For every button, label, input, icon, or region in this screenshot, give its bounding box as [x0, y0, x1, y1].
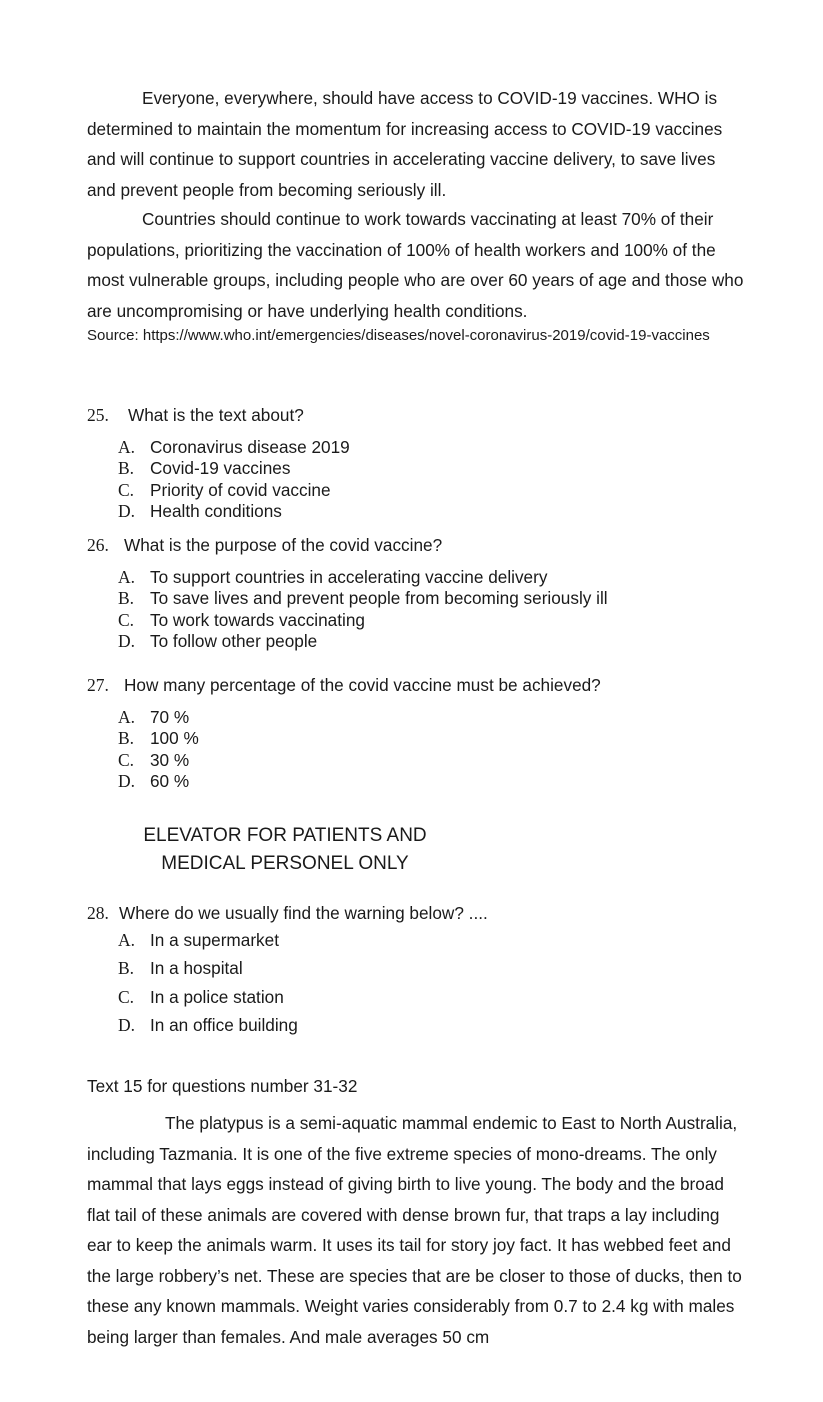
option-c[interactable]: [118, 480, 350, 501]
option-text: To support countries in accelerating vaccine delivery: [150, 567, 548, 587]
option-c[interactable]: [118, 750, 199, 771]
option-b[interactable]: [118, 954, 298, 982]
option-b[interactable]: [118, 458, 350, 479]
option-text: Priority of covid vaccine: [150, 479, 331, 500]
option-text: To save lives and prevent people from becoming seriously ill: [150, 588, 608, 609]
option-a[interactable]: [118, 567, 608, 588]
option-d[interactable]: [118, 631, 608, 652]
option-letter: A.: [118, 707, 136, 727]
warning-sign-line-1: ELEVATOR FOR PATIENTS AND: [143, 825, 427, 846]
warning-sign: [130, 822, 440, 877]
option-letter: D.: [118, 500, 136, 521]
option-b[interactable]: [118, 728, 199, 749]
option-letter: B.: [118, 728, 135, 749]
text-15-heading: Text 15 for questions number 31-32: [87, 1076, 358, 1096]
question-25: [87, 404, 304, 426]
question-27: [87, 674, 601, 696]
option-a[interactable]: [118, 437, 350, 458]
option-text: To follow other people: [150, 630, 318, 651]
option-text: In a police station: [150, 986, 284, 1007]
option-letter: C.: [118, 986, 135, 1007]
question-number: 26.: [87, 535, 109, 555]
reading-paragraph-2: Countries should continue to work towards vaccinating at least 70% of their populations, prioritizing the vaccination of 100% of health workers and 100% of the most vulnerable groups, including people who are over 60 years of age and those who are uncompromising or have underlying health conditions.: [87, 209, 744, 321]
question-text: What is the text about?: [128, 405, 304, 425]
option-letter: A.: [118, 930, 136, 950]
option-b[interactable]: [118, 588, 608, 609]
option-text: 30 %: [150, 749, 190, 770]
option-letter: A.: [118, 437, 136, 457]
question-26-options: [118, 567, 608, 652]
option-d[interactable]: [118, 1011, 298, 1039]
question-28-options: [118, 926, 298, 1039]
option-letter: C.: [118, 749, 135, 770]
option-text: 70 %: [150, 707, 190, 727]
option-text: In a supermarket: [150, 930, 279, 950]
option-a[interactable]: [118, 707, 199, 728]
option-letter: B.: [118, 458, 135, 479]
option-d[interactable]: [118, 771, 199, 792]
option-letter: C.: [118, 479, 135, 500]
option-text: In an office building: [150, 1014, 298, 1035]
question-text: How many percentage of the covid vaccine must be achieved?: [124, 675, 601, 695]
option-c[interactable]: [118, 610, 608, 631]
option-text: Health conditions: [150, 500, 282, 521]
question-26: [87, 534, 442, 556]
option-letter: A.: [118, 567, 136, 587]
option-letter: C.: [118, 609, 135, 630]
option-c[interactable]: [118, 983, 298, 1011]
question-27-options: [118, 707, 199, 792]
option-letter: D.: [118, 770, 136, 791]
question-number: 27.: [87, 675, 109, 695]
reading-paragraph-1: Everyone, everywhere, should have access to COVID-19 vaccines. WHO is determined to maintain the momentum for increasing access to COVID-19 vaccines and will continue to support countries in accelerating vaccine delivery, to save lives and prevent people from becoming seriously ill.: [87, 88, 723, 200]
option-text: Coronavirus disease 2019: [150, 437, 350, 457]
question-text: What is the purpose of the covid vaccine?: [124, 535, 443, 555]
option-d[interactable]: [118, 501, 350, 522]
question-25-options: [118, 437, 350, 522]
question-number: 25.: [87, 405, 109, 425]
question-text: Where do we usually find the warning below? ....: [119, 903, 488, 923]
option-text: 100 %: [150, 728, 199, 749]
option-letter: B.: [118, 958, 135, 979]
option-text: In a hospital: [150, 958, 243, 979]
option-letter: B.: [118, 588, 135, 609]
option-letter: D.: [118, 1014, 136, 1035]
option-text: 60 %: [150, 770, 190, 791]
option-text: To work towards vaccinating: [150, 609, 365, 630]
text-15-paragraph: The platypus is a semi-aquatic mammal endemic to East to North Australia, including Tazmania. It is one of the five extreme species of mono-dreams. The only mammal that lays eggs instead of giving birth to live young. The body and the broad flat tail of these animals are covered with dense brown fur, that traps a lay including ear to keep the animals warm. It uses its tail for story joy fact. It has webbed feet and the large robbery’s net. These are species that are be closer to those of ducks, then to these any known mammals. Weight varies considerably from 0.7 to 2.4 kg with males being larger than females. And male averages 50 cm: [87, 1113, 742, 1347]
question-number: 28.: [87, 903, 109, 923]
option-letter: D.: [118, 630, 136, 651]
warning-sign-line-2: MEDICAL PERSONEL ONLY: [161, 852, 409, 874]
question-28: [87, 902, 488, 924]
option-a[interactable]: [118, 926, 298, 954]
option-text: Covid-19 vaccines: [150, 458, 291, 479]
source-citation: Source: https://www.who.int/emergencies/diseases/novel-coronavirus-2019/covid-19-vaccines: [87, 327, 710, 344]
